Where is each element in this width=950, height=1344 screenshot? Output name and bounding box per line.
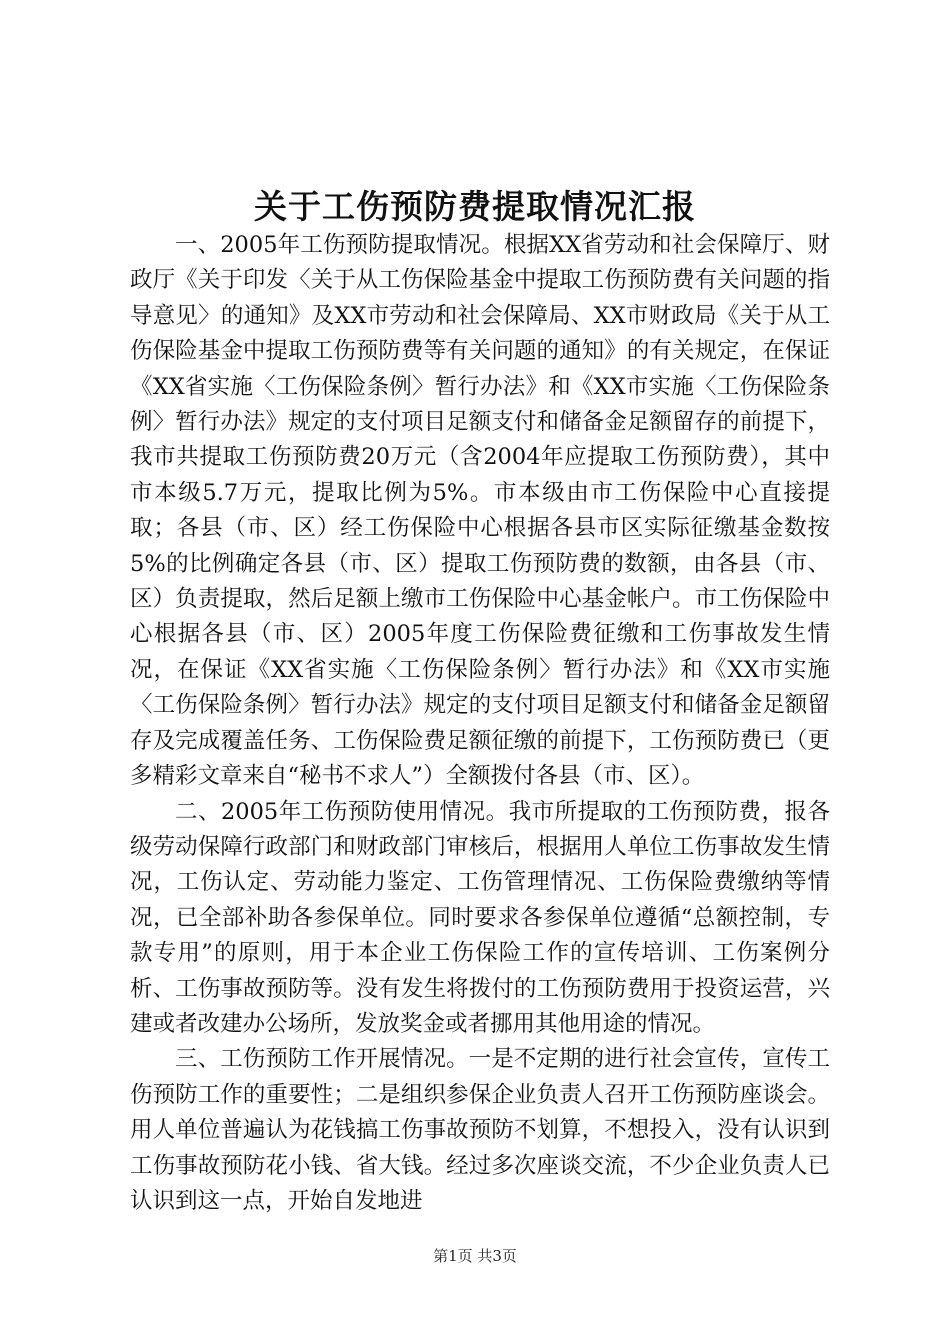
paragraph-3: 三、工伤预防工作开展情况。一是不定期的进行社会宣传，宣传工伤预防工作的重要性；二是组织参保企业负责人召开工伤预防座谈会。用人单位普遍认为花钱搞工伤事故预防不划算，不想投入，没有认识到工伤事故预防花小钱、省大钱。经过多次座谈交流，不少企业负责人已认识到这一点，开始自发地进: [130, 1046, 830, 1214]
document-body: [130, 228, 830, 1219]
page-footer: 第1页 共3页: [433, 1247, 517, 1265]
document-title: 关于工伤预防费提取情况汇报: [254, 187, 696, 226]
paragraph-2: 二、2005年工伤预防使用情况。我市所提取的工伤预防费，报各级劳动保障行政部门和财政部门审核后，根据用人单位工伤事故发生情况，工伤认定、劳动能力鉴定、工伤管理情况、工伤保险费缴纳等情况，已全部补助各参保单位。同时要求各参保单位遵循“总额控制，专款专用”的原则，用于本企业工伤保险工作的宣传培训、工伤案例分析、工伤事故预防等。没有发生将拨付的工伤预防费用于投资运营，兴建或者改建办公场所，发放奖金或者挪用其他用途的情况。: [130, 798, 830, 1037]
paragraph-1: 一、2005年工伤预防提取情况。根据XX省劳动和社会保障厅、财政厅《关于印发〈关于从工伤保险基金中提取工伤预防费有关问题的指导意见〉的通知》及XX市劳动和社会保障局、XX市财政局《关于从工伤保险基金中提取工伤预防费等有关问题的通知》的有关规定，在保证《XX省实施〈工伤保险条例〉暂行办法》和《XX市实施〈工伤保险条例〉暂行办法》规定的支付项目足额支付和储备金足额留存的前提下，我市共提取工伤预防费20万元（含2004年应提取工伤预防费），其中市本级5.7万元，提取比例为5%。市本级由市工伤保险中心直接提取；各县（市、区）经工伤保险中心根据各县市区实际征缴基金数按5%的比例确定各县（市、区）提取工伤预防费的数额，由各县（市、区）负责提取，然后足额上缴市工伤保险中心基金帐户。市工伤保险中心根据各县（市、区）2005年度工伤保险费征缴和工伤事故发生情况，在保证《XX省实施〈工伤保险条例〉暂行办法》和《XX市实施〈工伤保险条例〉暂行办法》规定的支付项目足额支付和储备金足额留存及完成覆盖任务、工伤保险费足额征缴的前提下，工伤预防费已（更多精彩文章来自“秘书不求人”）全额拨付各县（市、区）。: [130, 232, 830, 790]
